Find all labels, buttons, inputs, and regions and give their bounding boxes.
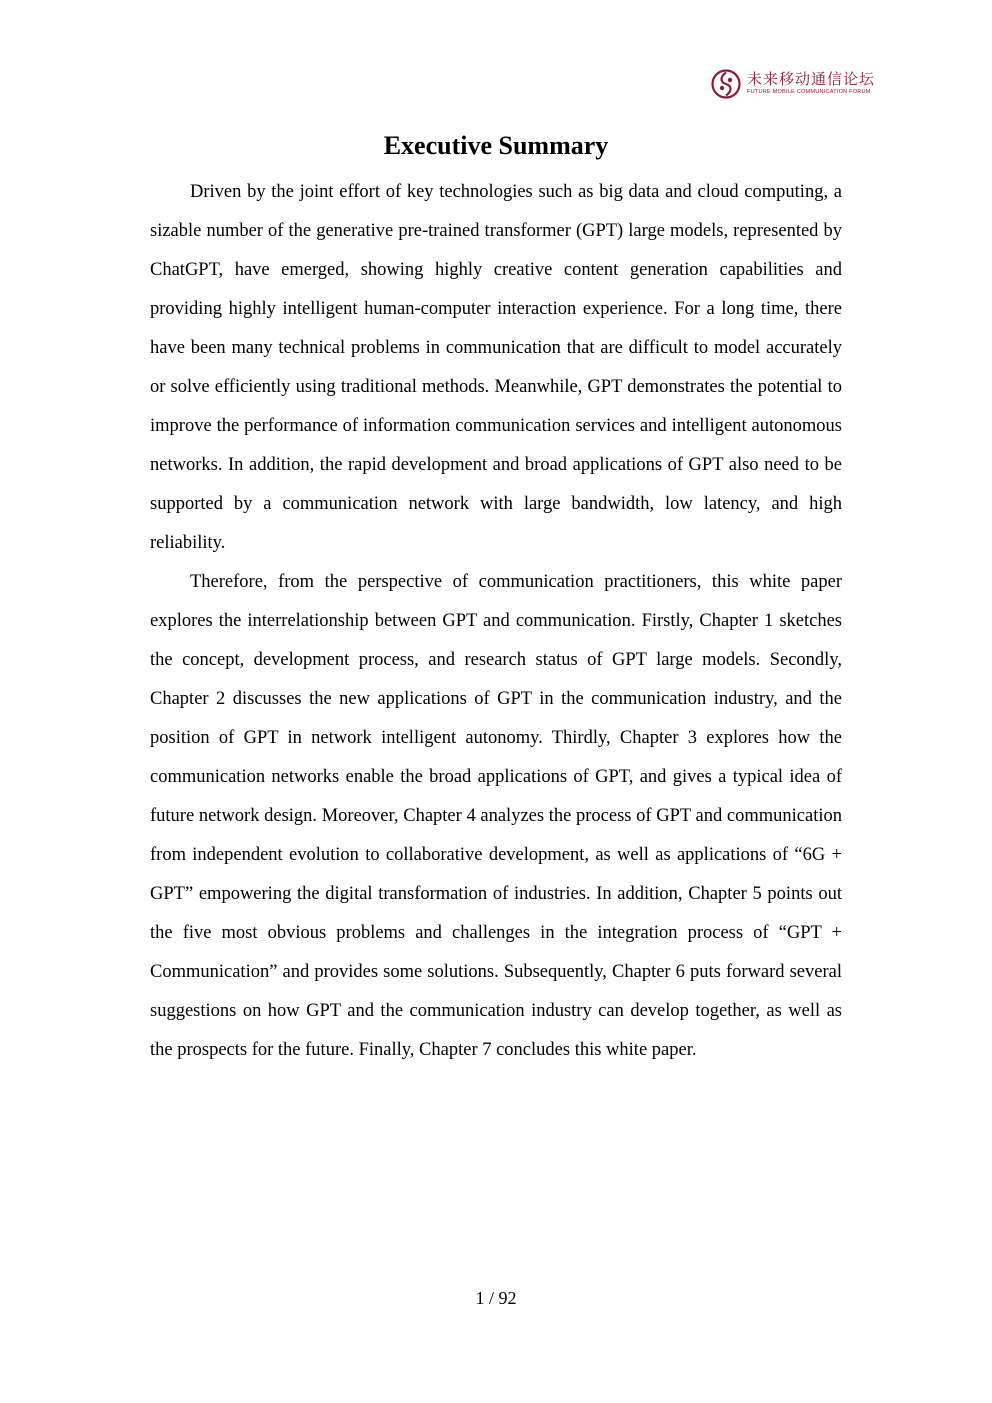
logo-chinese-name: 未来移动通信论坛 [747,70,876,89]
logo-english-name: FUTURE MOBILE COMMUNICATION FORUM [747,89,871,96]
summary-paragraph-2: Therefore, from the perspective of communication practitioners, this white paper explores the interrelationship between GPT and communication. Firstly, Chapter 1 sketches the concept, development process, and research status of GPT large models. Secondly, Chapter 2 discusses the new applications of GPT in the communication industry, and the position of GPT in network intelligent autonomy. Thirdly, Chapter 3 explores how the communication networks enable the broad applications of GPT, and gives a typical idea of future network design. Moreover, Chapter 4 analyzes the process of GPT and communication from independent evolution to collaborative development, as well as applications of “6G + GPT” empowering the digital transformation of industries. In addition, Chapter 5 points out the five most obvious problems and challenges in the integration process of “GPT + Communication” and provides some solutions. Subsequently, Chapter 6 puts forward several suggestions on how GPT and the communication industry can develop together, as well as the prospects for the future. Finally, Chapter 7 concludes this white paper. [150,572,842,1060]
forum-logo [711,68,876,100]
page-number: 1 / 92 [475,1288,517,1308]
forum-logo-icon [711,69,741,99]
summary-body [150,173,842,1070]
summary-paragraph-1: Driven by the joint effort of key technologies such as big data and cloud computing, a sizable number of the generative pre-trained transformer (GPT) large models, represented by ChatGPT, have emerged, showing highly creative content generation capabilities and providing highly intelligent human-computer interaction experience. For a long time, there have been many technical problems in communication that are difficult to model accurately or solve efficiently using traditional methods. Meanwhile, GPT demonstrates the potential to improve the performance of information communication services and intelligent autonomous networks. In addition, the rapid development and broad applications of GPT also need to be supported by a communication network with large bandwidth, low latency, and high reliability. [150,182,842,553]
page-title: Executive Summary [383,131,609,160]
